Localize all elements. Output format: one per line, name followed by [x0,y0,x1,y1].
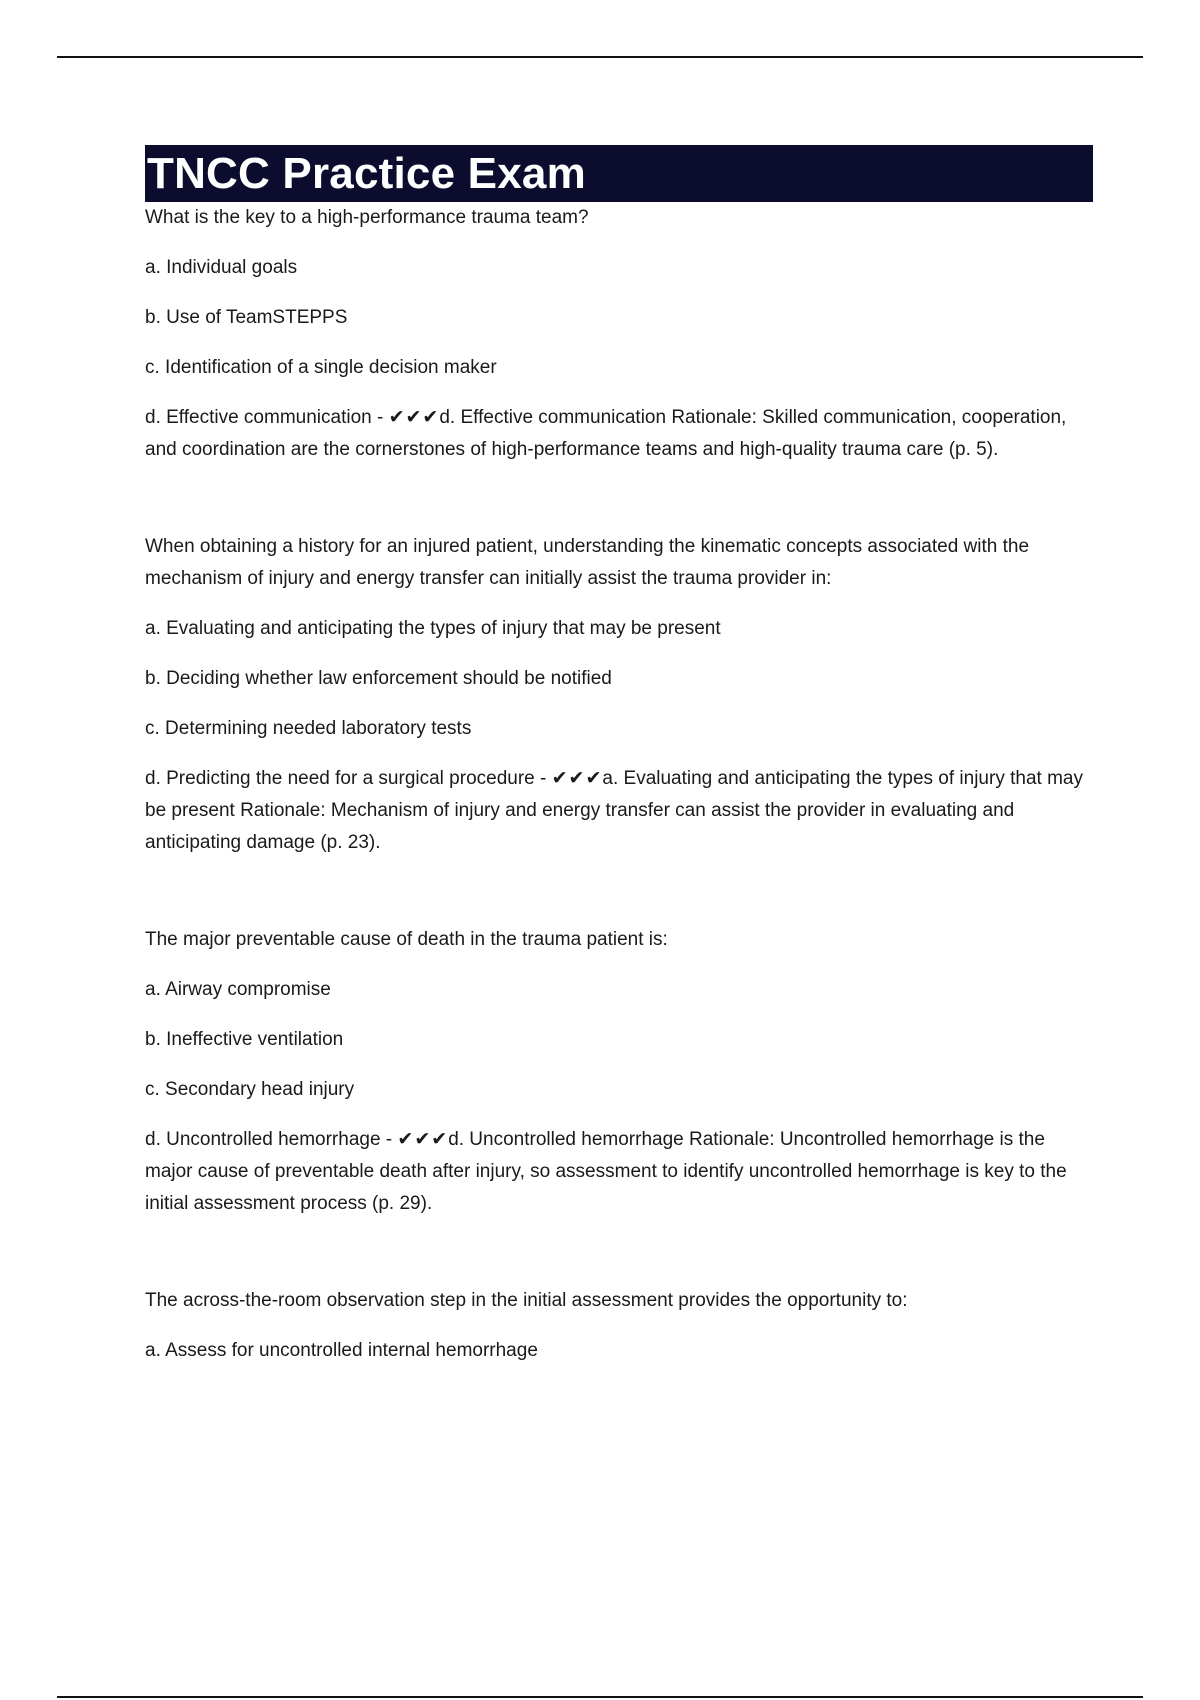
option-a: a. Evaluating and anticipating the types of injury that may be present [145,618,721,639]
checkmark-icon: ✔✔✔ [388,407,440,428]
option-d: d. Predicting the need for a surgical procedure - [145,768,547,789]
option-b: b. Deciding whether law enforcement should be notified [145,668,612,689]
option-c: c. Identification of a single decision maker [145,357,497,378]
question-stem: When obtaining a history for an injured patient, understanding the kinematic concepts associated with the mechanism of injury and energy transfer can initially assist the trauma provider in: [145,536,1030,589]
question-2 [145,531,1095,859]
question-stem: The major preventable cause of death in the trauma patient is: [145,929,668,950]
option-b: b. Use of TeamSTEPPS [145,307,348,328]
answer-rationale: a. Evaluating and anticipating the types of injury that may be present Rationale: Mechanism of injury and energy transfer can assist the provider in evaluating and anticipating damage (p. 23). [145,768,1083,853]
option-d-with-answer [145,402,1095,466]
option-a: a. Airway compromise [145,979,331,1000]
question-1 [145,202,1095,466]
question-stem: The across-the-room observation step in the initial assessment provides the opportunity to: [145,1290,908,1311]
question-3 [145,924,1095,1220]
option-d: d. Uncontrolled hemorrhage - [145,1129,393,1150]
option-d: d. Effective communication - [145,407,384,428]
option-c: c. Determining needed laboratory tests [145,718,472,739]
option-a: a. Assess for uncontrolled internal hemorrhage [145,1340,538,1361]
answer-rationale: d. Uncontrolled hemorrhage Rationale: Uncontrolled hemorrhage is the major cause of preventable death after injury, so assessment to identify uncontrolled hemorrhage is key to the initial assessment process (p. 29). [145,1129,1067,1214]
page-content [145,145,1095,1432]
question-stem: What is the key to a high-performance trauma team? [145,207,589,228]
question-4 [145,1285,1095,1367]
answer-rationale: d. Effective communication Rationale: Skilled communication, cooperation, and coordination are the cornerstones of high-performance teams and high-quality trauma care (p. 5). [145,407,1067,460]
option-b: b. Ineffective ventilation [145,1029,344,1050]
option-d-with-answer [145,1124,1095,1220]
checkmark-icon: ✔✔✔ [551,768,603,789]
option-d-with-answer [145,763,1095,859]
document-title: TNCC Practice Exam [145,145,1093,202]
checkmark-icon: ✔✔✔ [397,1129,449,1150]
top-rule [57,56,1143,58]
option-c: c. Secondary head injury [145,1079,355,1100]
option-a: a. Individual goals [145,257,298,278]
bottom-rule [57,1696,1143,1698]
